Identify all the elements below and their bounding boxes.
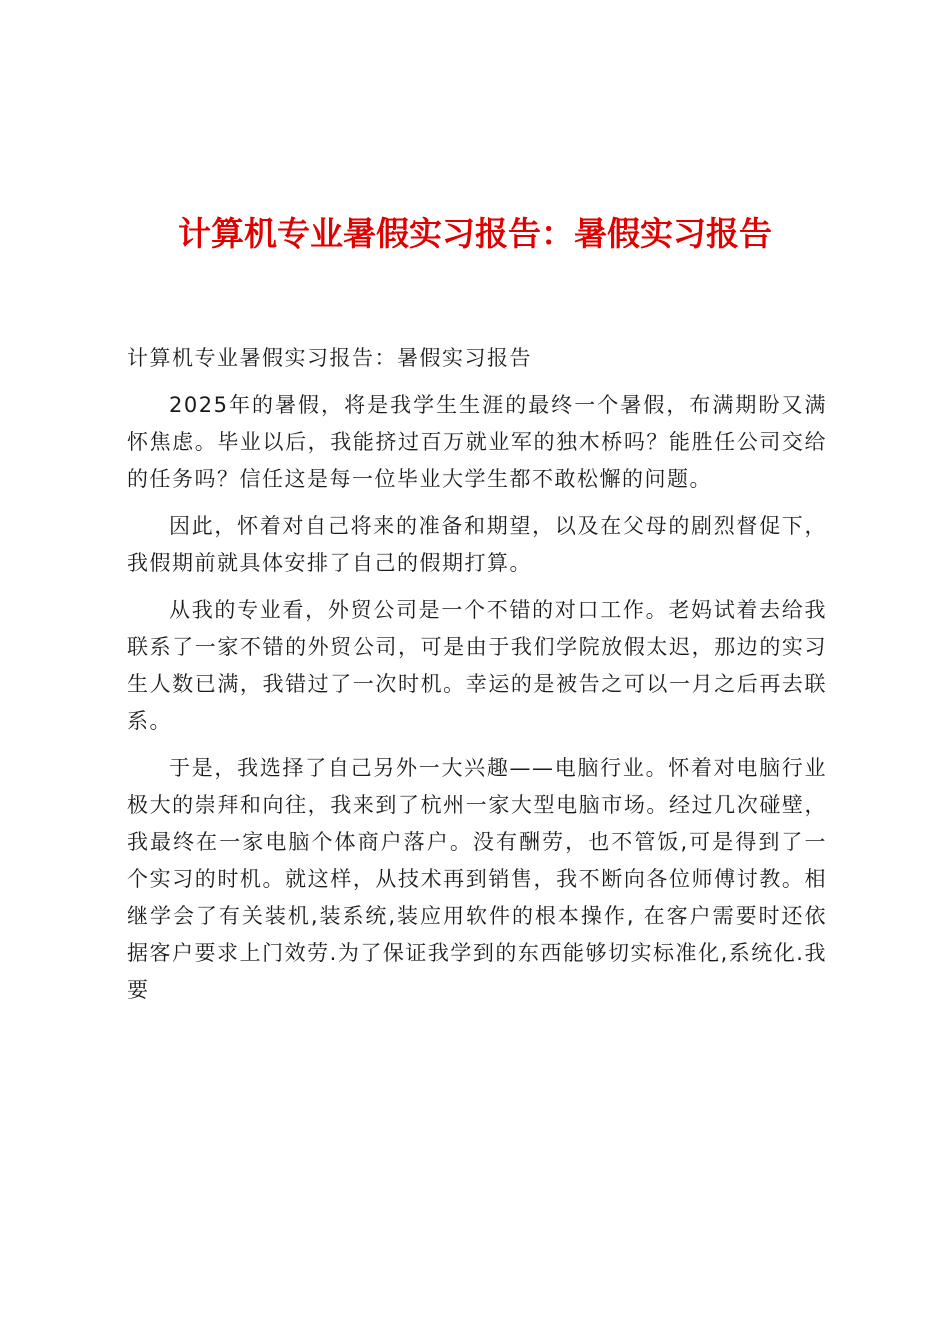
paragraph-1: 2025年的暑假，将是我学生生涯的最终一个暑假，布满期盼又满怀焦虑。毕业以后，我能挤过百万就业军的独木桥吗？能胜任公司交给的任务吗？信任这是每一位毕业大学生都不敢松懈的问题。 (127, 393, 827, 491)
document-title: 计算机专业暑假实习报告：暑假实习报告 (178, 214, 772, 253)
paragraph-4: 于是，我选择了自己另外一大兴趣——电脑行业。怀着对电脑行业极大的崇拜和向往，我来到了杭州一家大型电脑市场。经过几次碰壁，我最终在一家电脑个体商户落户。没有酬劳，也不管饭,可是得到了一个实习的时机。就这样，从技术再到销售，我不断向各位师傅讨教。相继学会了有关装机,装系统,装应用软件的根本操作, 在客户需要时还依据客户要求上门效劳.为了保证我学到的东西能够切实标准化,系统化.我要 (127, 756, 827, 1002)
paragraph-3: 从我的专业看，外贸公司是一个不错的对口工作。老妈试着去给我联系了一家不错的外贸公司，可是由于我们学院放假太迟，那边的实习生人数已满，我错过了一次时机。幸运的是被告之可以一月之后再去联系。 (127, 598, 827, 733)
document-body (127, 340, 827, 1019)
document-subtitle: 计算机专业暑假实习报告：暑假实习报告 (127, 346, 532, 370)
paragraph-2: 因此，怀着对自己将来的准备和期望，以及在父母的剧烈督促下，我假期前就具体安排了自己的假期打算。 (127, 514, 827, 575)
